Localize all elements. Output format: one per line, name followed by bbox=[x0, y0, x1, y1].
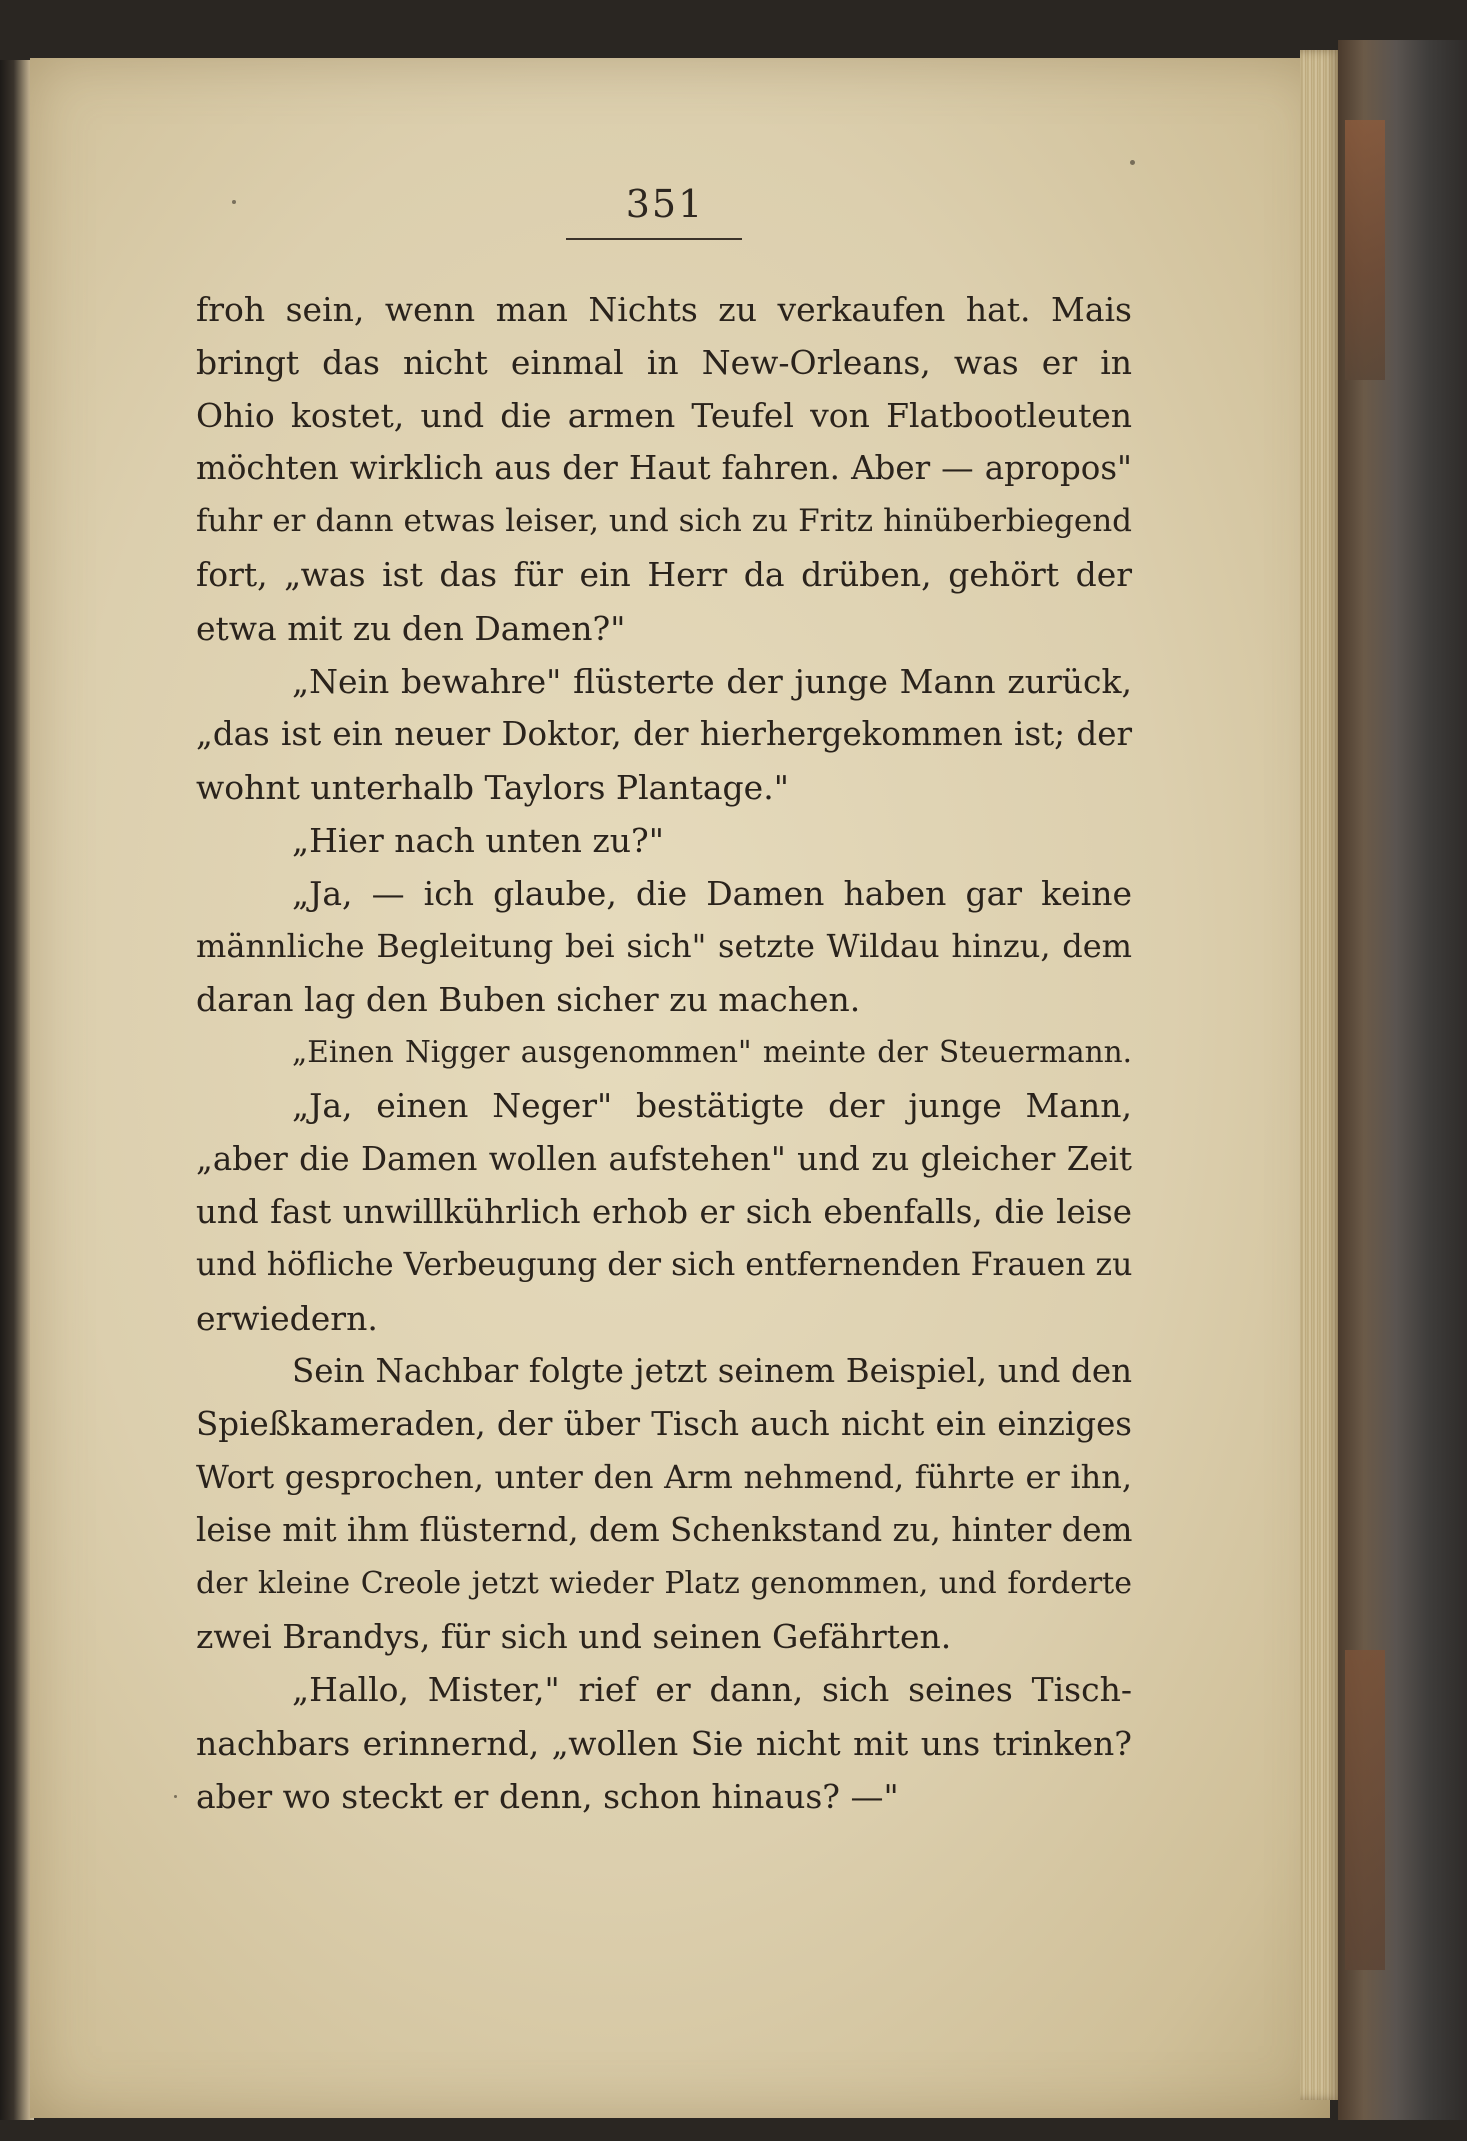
text-line: erwiedern. bbox=[196, 1298, 378, 1338]
page-stack-edge bbox=[1300, 50, 1340, 2100]
text-line: „Nein bewahre" flüsterte der junge Mann zurück, bbox=[292, 661, 1132, 701]
text-line: Sein Nachbar folgte jetzt seinem Beispiel, und den bbox=[292, 1351, 1132, 1390]
text-line: Spießkameraden, der über Tisch auch nicht ein einziges bbox=[196, 1404, 1132, 1443]
text-line: Wort gesprochen, unter den Arm nehmend, führte er ihn, bbox=[196, 1458, 1132, 1497]
text-line: froh sein, wenn man Nichts zu verkaufen hat. Mais bbox=[196, 290, 1132, 329]
text-line: aber wo steckt er denn, schon hinaus? —" bbox=[196, 1776, 899, 1816]
text-line: Ohio kostet, und die armen Teufel von Flatbootleuten bbox=[196, 396, 1132, 436]
text-line: und fast unwillkührlich erhob er sich ebenfalls, die leise bbox=[196, 1192, 1132, 1231]
text-line: fort, „was ist das für ein Herr da drüben, gehört der bbox=[196, 555, 1132, 595]
paper-speck bbox=[1130, 160, 1135, 165]
text-line: „Hier nach unten zu?" bbox=[292, 820, 664, 860]
text-line: „aber die Damen wollen aufstehen" und zu gleicher Zeit bbox=[196, 1139, 1132, 1178]
facing-page-edge bbox=[0, 60, 34, 2120]
text-line: nachbars erinnernd, „wollen Sie nicht mit uns trinken? bbox=[196, 1723, 1132, 1763]
text-line: zwei Brandys, für sich und seinen Gefährten. bbox=[196, 1617, 952, 1657]
page-number: 351 bbox=[625, 182, 705, 226]
text-line: wohnt unterhalb Taylors Plantage." bbox=[196, 767, 789, 807]
text-line: „Ja, einen Neger" bestätigte der junge Mann, bbox=[292, 1086, 1132, 1126]
text-line: daran lag den Buben sicher zu machen. bbox=[196, 980, 861, 1020]
cover-wear bbox=[1345, 120, 1385, 380]
text-line: etwa mit zu den Damen?" bbox=[196, 608, 626, 648]
text-line: fuhr er dann etwas leiser, und sich zu Fritz hinüberbiegend bbox=[196, 503, 1132, 540]
text-line: „Hallo, Mister," rief er dann, sich seines Tisch- bbox=[292, 1670, 1132, 1710]
text-line: „das ist ein neuer Doktor, der hierhergekommen ist; der bbox=[196, 714, 1132, 753]
body-text bbox=[196, 283, 1132, 1823]
text-line: männliche Begleitung bei sich" setzte Wildau hinzu, dem bbox=[196, 927, 1132, 966]
text-line: bringt das nicht einmal in New-Orleans, was er in bbox=[196, 343, 1132, 383]
text-line: „Ja, — ich glaube, die Damen haben gar keine bbox=[292, 874, 1132, 914]
paper-speck bbox=[232, 200, 236, 204]
text-line: der kleine Creole jetzt wieder Platz genommen, und forderte bbox=[196, 1566, 1132, 1602]
text-line: und höfliche Verbeugung der sich entfernenden Frauen zu bbox=[196, 1246, 1133, 1283]
paper-speck bbox=[174, 1795, 177, 1798]
cover-wear-lower bbox=[1345, 1650, 1385, 1970]
text-line: möchten wirklich aus der Haut fahren. Aber — apropos" bbox=[196, 449, 1132, 488]
text-line: leise mit ihm flüsternd, dem Schenkstand zu, hinter dem bbox=[196, 1511, 1133, 1550]
text-line: „Einen Nigger ausgenommen" meinte der Steuermann. bbox=[292, 1035, 1132, 1070]
header-rule bbox=[566, 238, 742, 240]
